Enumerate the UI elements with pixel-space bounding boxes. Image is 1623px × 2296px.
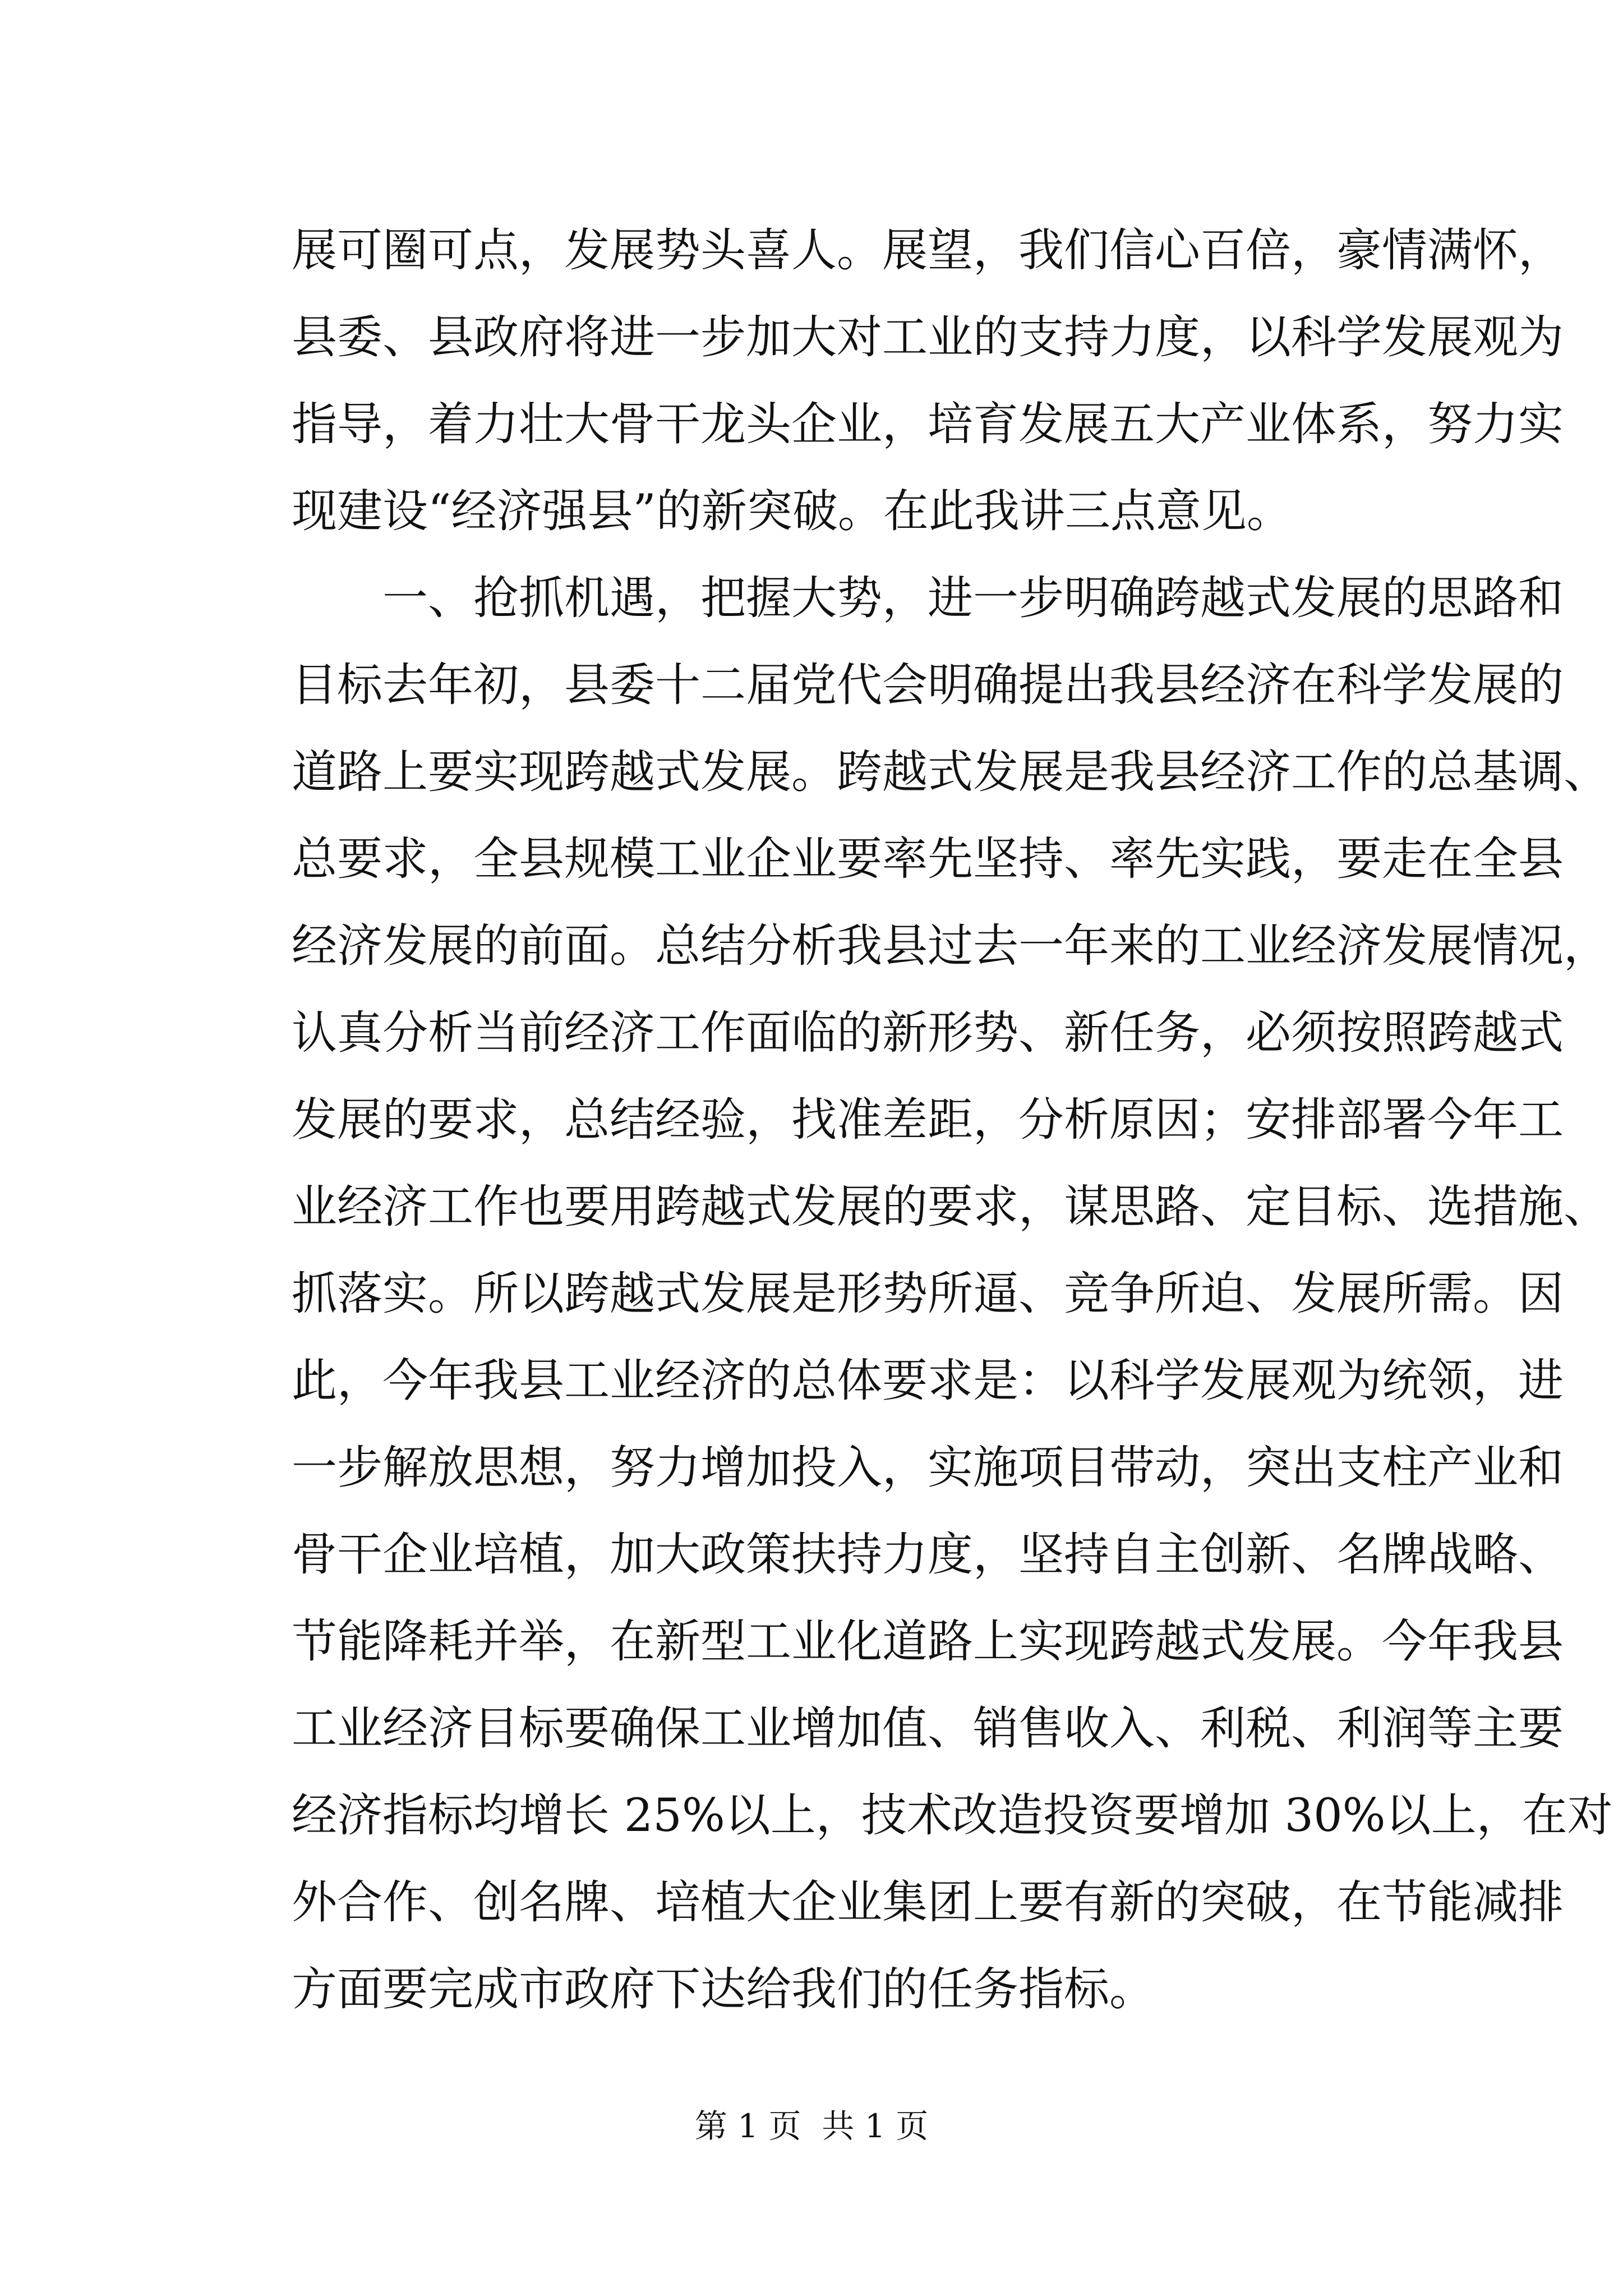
- text-line: 经济指标均增长 25%以上，技术改造投资要增加 30%以上，在对: [292, 1789, 1613, 1842]
- text-line: 骨干企业培植，加大政策扶持力度，坚持自主创新、名牌战略、: [292, 1529, 1564, 1581]
- text-line: 一、抢抓机遇，把握大势，进一步明确跨越式发展的思路和: [292, 572, 1564, 625]
- text-line: 工业经济目标要确保工业增加值、销售收入、利税、利润等主要: [292, 1703, 1564, 1755]
- text-line: 经济发展的前面。总结分析我县过去一年来的工业经济发展情况，: [292, 920, 1610, 973]
- text-line: 认真分析当前经济工作面临的新形势、新任务，必须按照跨越式: [292, 1007, 1564, 1060]
- page-number-footer: 第 1 页 共 1 页: [694, 2107, 929, 2145]
- text-line: 此，今年我县工业经济的总体要求是：以科学发展观为统领，进: [292, 1355, 1564, 1407]
- text-line: 方面要完成市政府下达给我们的任务指标。: [292, 1963, 1155, 2016]
- text-line: 指导，着力壮大骨干龙头企业，培育发展五大产业体系，努力实: [292, 398, 1564, 451]
- text-line: 节能降耗并举，在新型工业化道路上实现跨越式发展。今年我县: [292, 1616, 1564, 1668]
- text-line: 抓落实。所以跨越式发展是形势所逼、竞争所迫、发展所需。因: [292, 1268, 1564, 1320]
- text-line: 业经济工作也要用跨越式发展的要求，谋思路、定目标、选措施、: [292, 1181, 1610, 1234]
- text-line: 展可圈可点，发展势头喜人。展望，我们信心百倍，豪情满怀，: [292, 224, 1564, 277]
- body-text: [292, 208, 1613, 2033]
- text-line: 外合作、创名牌、培植大企业集团上要有新的突破，在节能减排: [292, 1876, 1564, 1929]
- text-line: 一步解放思想，努力增加投入，实施项目带动，突出支柱产业和: [292, 1442, 1564, 1494]
- text-line: 总要求，全县规模工业企业要率先坚持、率先实践，要走在全县: [292, 833, 1564, 886]
- text-line: 目标去年初，县委十二届党代会明确提出我县经济在科学发展的: [292, 659, 1564, 712]
- text-line: 现建设“经济强县”的新突破。在此我讲三点意见。: [292, 485, 1292, 538]
- text-line: 县委、县政府将进一步加大对工业的支持力度，以科学发展观为: [292, 311, 1564, 364]
- text-line: 发展的要求，总结经验，找准差距，分析原因；安排部署今年工: [292, 1094, 1564, 1147]
- text-line: 道路上要实现跨越式发展。跨越式发展是我县经济工作的总基调、: [292, 746, 1610, 799]
